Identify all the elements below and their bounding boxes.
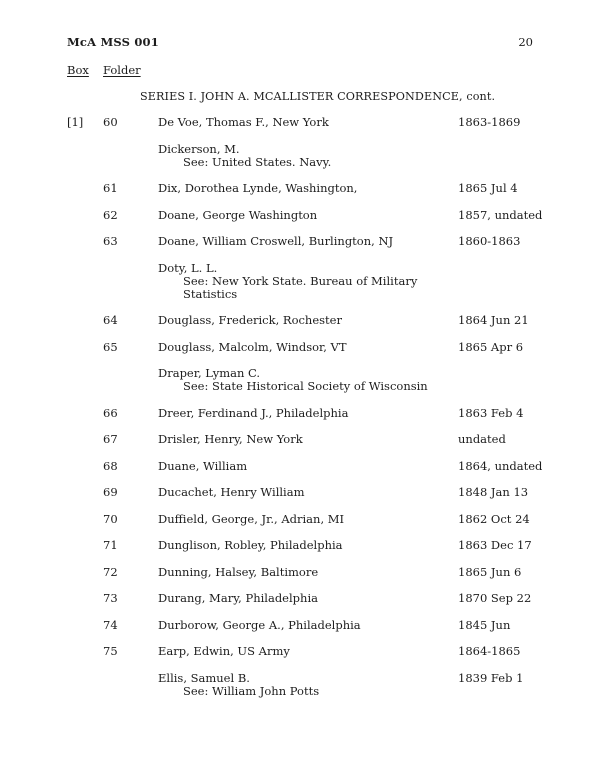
- folder-cell: [103, 367, 158, 393]
- document-header: [67, 36, 533, 49]
- table-row: [67, 458, 543, 473]
- folder-cell: 64: [103, 313, 118, 327]
- entry-name-cell: [158, 209, 458, 222]
- entry-name: Doane, William Croswell, Burlington, NJ: [158, 234, 394, 248]
- entry-name-cell: [158, 314, 458, 327]
- entry-name-cell: [158, 341, 458, 354]
- folder-cell: [103, 143, 158, 169]
- table-row: [67, 645, 533, 658]
- entry-name-cell: [158, 116, 458, 129]
- box-column-header: Box: [67, 63, 89, 77]
- folder-cell: 66: [103, 405, 118, 420]
- entry-name: Dix, Dorothea Lynde, Washington,: [158, 181, 358, 195]
- see-reference: See: William John Potts: [183, 683, 320, 698]
- folder-cell: 65: [103, 339, 118, 354]
- folder-cell: 62: [103, 207, 118, 222]
- folder-cell: 72: [103, 564, 118, 579]
- entry-date: 1863 Dec 17: [458, 538, 532, 552]
- box-cell: [1]: [67, 115, 84, 129]
- entry-date: 1870 Sep 22: [458, 591, 532, 605]
- collection-id: McA MSS 001: [67, 35, 159, 49]
- entry-list: [67, 115, 543, 698]
- see-reference: See: United States. Navy.: [183, 154, 332, 169]
- see-reference: See: New York State. Bureau of Military Statistics: [183, 273, 418, 301]
- entry-date: 1857, undated: [458, 207, 543, 222]
- entry-name-cell: [158, 645, 458, 658]
- box-cell: [67, 460, 103, 473]
- table-row: [67, 207, 543, 222]
- folder-cell: 68: [103, 458, 118, 473]
- entry-date: 1862 Oct 24: [458, 511, 530, 526]
- table-row: [67, 592, 533, 605]
- box-cell: [67, 566, 103, 579]
- entry-name: Dickerson, M.: [158, 141, 240, 156]
- box-cell: [67, 407, 103, 420]
- table-row: [67, 672, 533, 698]
- entry-date: 1848 Jan 13: [458, 485, 529, 499]
- entry-date: 1860-1863: [458, 234, 521, 248]
- table-row: [67, 539, 533, 552]
- entry-name: Duane, William: [158, 458, 248, 473]
- box-cell: [67, 539, 103, 552]
- entry-date: 1863 Feb 4: [458, 405, 524, 420]
- entry-name-cell: [158, 460, 458, 473]
- entry-date: [458, 262, 533, 301]
- page-number: 20: [518, 35, 533, 49]
- entry-name-cell: [158, 235, 458, 248]
- box-cell: [67, 367, 103, 393]
- entry-name-cell: [158, 566, 458, 579]
- entry-date: 1865 Jun 6: [458, 564, 522, 579]
- entry-name: Dunglison, Robley, Philadelphia: [158, 538, 343, 552]
- entry-name: Dunning, Halsey, Baltimore: [158, 564, 319, 579]
- folder-cell: 75: [103, 644, 118, 658]
- folder-cell: 67: [103, 432, 118, 446]
- table-row: [67, 407, 533, 420]
- entry-name-cell: [158, 539, 458, 552]
- folder-cell: 63: [103, 234, 118, 248]
- entry-name-cell: [158, 592, 458, 605]
- box-cell: [67, 433, 103, 446]
- box-cell: [67, 209, 103, 222]
- entry-name-cell: [158, 486, 458, 499]
- entry-date: 1864-1865: [458, 644, 521, 658]
- folder-cell: 73: [103, 591, 118, 605]
- table-row: [67, 367, 533, 393]
- box-cell: [67, 235, 103, 248]
- column-headers: [67, 64, 533, 77]
- folder-cell: 70: [103, 511, 118, 526]
- entry-date: undated: [458, 432, 506, 446]
- box-cell: [67, 592, 103, 605]
- box-cell: [67, 143, 103, 169]
- folder-cell: [103, 262, 158, 301]
- table-row: [67, 341, 533, 354]
- table-row: [67, 235, 533, 248]
- entry-name: Durang, Mary, Philadelphia: [158, 591, 318, 605]
- entry-name: Drisler, Henry, New York: [158, 432, 303, 446]
- entry-date: [458, 367, 533, 393]
- entry-name-cell: [158, 433, 458, 446]
- folder-cell: 69: [103, 485, 118, 499]
- entry-name: Dreer, Ferdinand J., Philadelphia: [158, 405, 349, 420]
- box-cell: [67, 486, 103, 499]
- folder-cell: [103, 672, 158, 698]
- entry-name: Durborow, George A., Philadelphia: [158, 617, 361, 632]
- table-row: [67, 433, 533, 446]
- table-row: [67, 314, 533, 327]
- table-row: [67, 513, 533, 526]
- entry-date: 1865 Apr 6: [458, 339, 524, 354]
- entry-name: De Voe, Thomas F., New York: [158, 115, 329, 129]
- entry-name-cell: [158, 513, 458, 526]
- entry-name-cell: [158, 619, 458, 632]
- entry-name: Doane, George Washington: [158, 207, 318, 222]
- entry-date: 1839 Feb 1: [458, 670, 524, 685]
- entry-name: Douglass, Frederick, Rochester: [158, 313, 342, 327]
- folder-cell: 74: [103, 617, 118, 632]
- box-cell: [67, 314, 103, 327]
- table-row: [67, 566, 533, 579]
- box-cell: [67, 182, 103, 195]
- entry-date: [458, 143, 533, 169]
- folder-cell: 61: [103, 181, 118, 195]
- entry-name: Doty, L. L.: [158, 260, 218, 275]
- box-cell: [67, 645, 103, 658]
- entry-date: 1845 Jun: [458, 617, 511, 632]
- entry-date: 1863-1869: [458, 115, 521, 129]
- entry-name-cell: [158, 407, 458, 420]
- entry-name-cell: [158, 143, 458, 169]
- entry-name: Douglass, Malcolm, Windsor, VT: [158, 339, 347, 354]
- entry-name: Draper, Lyman C.: [158, 366, 261, 380]
- entry-name: Ducachet, Henry William: [158, 485, 305, 499]
- table-row: [67, 486, 533, 499]
- table-row: [67, 182, 533, 195]
- table-row: [67, 143, 533, 169]
- box-cell: [67, 672, 103, 698]
- entry-date: 1865 Jul 4: [458, 181, 518, 195]
- entry-date: 1864 Jun 21: [458, 313, 529, 327]
- box-cell: [67, 513, 103, 526]
- table-row: [67, 262, 533, 301]
- entry-name-cell: [158, 367, 458, 393]
- folder-cell: 60: [103, 115, 118, 129]
- series-heading: SERIES I. JOHN A. MCALLISTER CORRESPONDENCE, cont.: [140, 90, 496, 103]
- entry-name: Ellis, Samuel B.: [158, 670, 250, 685]
- entry-name-cell: [158, 672, 458, 698]
- box-cell: [67, 341, 103, 354]
- folder-cell: 71: [103, 538, 118, 552]
- folder-column-header: Folder: [103, 63, 141, 77]
- entry-name-cell: [158, 262, 458, 301]
- table-row: [67, 619, 533, 632]
- entry-date: 1864, undated: [458, 458, 543, 473]
- see-reference: See: State Historical Society of Wisconsin: [183, 379, 428, 393]
- box-cell: [67, 619, 103, 632]
- entry-name: Duffield, George, Jr., Adrian, MI: [158, 511, 345, 526]
- entry-name-cell: [158, 182, 458, 195]
- entry-name: Earp, Edwin, US Army: [158, 644, 290, 658]
- box-cell: [67, 262, 103, 301]
- table-row: [67, 116, 533, 129]
